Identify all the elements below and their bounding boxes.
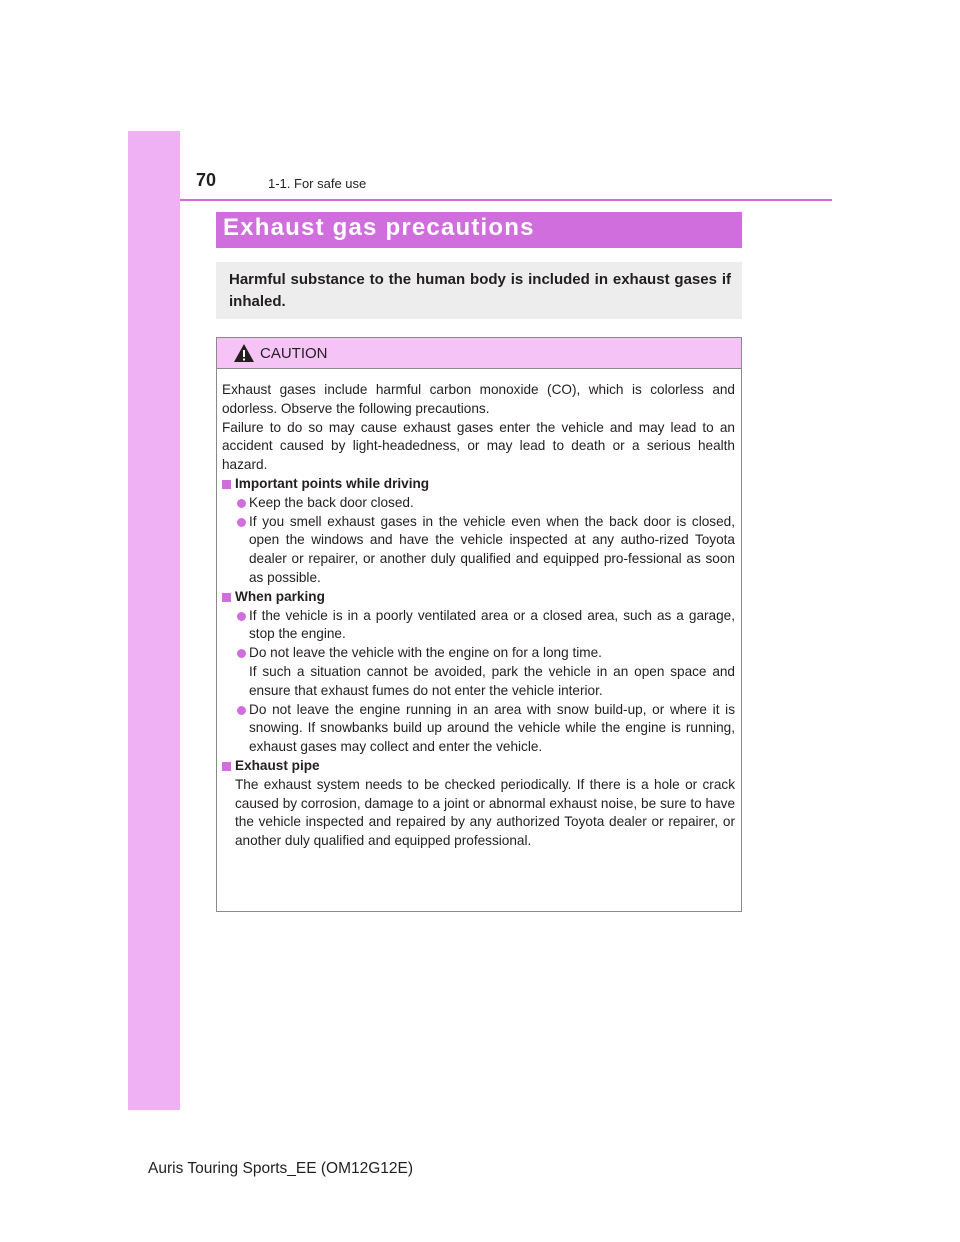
header-divider (180, 199, 832, 201)
page-number: 70 (196, 170, 217, 190)
page-title-bar (216, 212, 742, 248)
square-bullet-icon (222, 480, 231, 489)
caution-label: CAUTION (260, 344, 328, 362)
square-bullet-icon (222, 593, 231, 602)
round-bullet-icon (237, 518, 246, 527)
caution-box (216, 337, 742, 912)
list-item (222, 513, 735, 588)
heading-text: Important points while driving (235, 475, 430, 491)
list-item-text: If you smell exhaust gases in the vehicle even when the back door is closed, open the windows and have the vehicle inspected at any autho-rized Toyota dealer or repairer, or another duly qualified and equipped pro-fessional as soon as possible. (249, 513, 735, 585)
list-item-text: Do not leave the engine running in an area with snow build-up, or where it is snowing. If snowbanks build up around the vehicle while the engine is running, exhaust gases may collect and enter the vehicle. (249, 701, 735, 755)
caution-body (217, 369, 741, 851)
square-bullet-icon (222, 762, 231, 771)
caution-heading-exhaust-pipe (222, 757, 735, 776)
caution-consequence: Failure to do so may cause exhaust gases enter the vehicle and may lead to an accident caused by light-headedness, or may lead to death or a serious health hazard. (222, 419, 735, 473)
caution-header (217, 338, 741, 369)
list-item-text: If the vehicle is in a poorly ventilated area or a closed area, such as a garage, stop the engine. (249, 607, 735, 642)
chapter-side-tab (128, 131, 180, 1110)
heading-text: Exhaust pipe (235, 757, 320, 773)
list-item (222, 644, 735, 700)
list-item (222, 494, 735, 513)
list-item-text: Do not leave the vehicle with the engine on for a long time. (249, 645, 602, 661)
round-bullet-icon (237, 612, 246, 621)
caution-heading-driving (222, 475, 735, 494)
exhaust-pipe-text: The exhaust system needs to be checked periodically. If there is a hole or crack caused by corrosion, damage to a joint or abnormal exhaust noise, be sure to have the vehicle inspected and repaired by any authorized Toyota dealer or repairer, or another duly qualified and equipped professional. (235, 776, 735, 849)
list-item-text: Keep the back door closed. (249, 494, 414, 510)
section-label: 1-1. For safe use (268, 176, 367, 191)
document-footer: Auris Touring Sports_EE (OM12G12E) (148, 1160, 414, 1177)
intro-text: Harmful substance to the human body is included in exhaust gases if inhaled. (229, 271, 731, 310)
caution-heading-parking (222, 588, 735, 607)
list-item (222, 701, 735, 757)
intro-box (216, 262, 742, 319)
list-item (222, 607, 735, 645)
round-bullet-icon (237, 649, 246, 658)
list-item-continuation: If such a situation cannot be avoided, park the vehicle in an open space and ensure that exhaust fumes do not enter the vehicle interior. (249, 663, 735, 698)
round-bullet-icon (237, 706, 246, 715)
page-title: Exhaust gas precautions (223, 214, 535, 241)
round-bullet-icon (237, 499, 246, 508)
warning-triangle-icon (233, 343, 255, 363)
heading-text: When parking (235, 588, 325, 604)
caution-intro: Exhaust gases include harmful carbon monoxide (CO), which is colorless and odorless. Observe the following precautions. (222, 382, 735, 416)
